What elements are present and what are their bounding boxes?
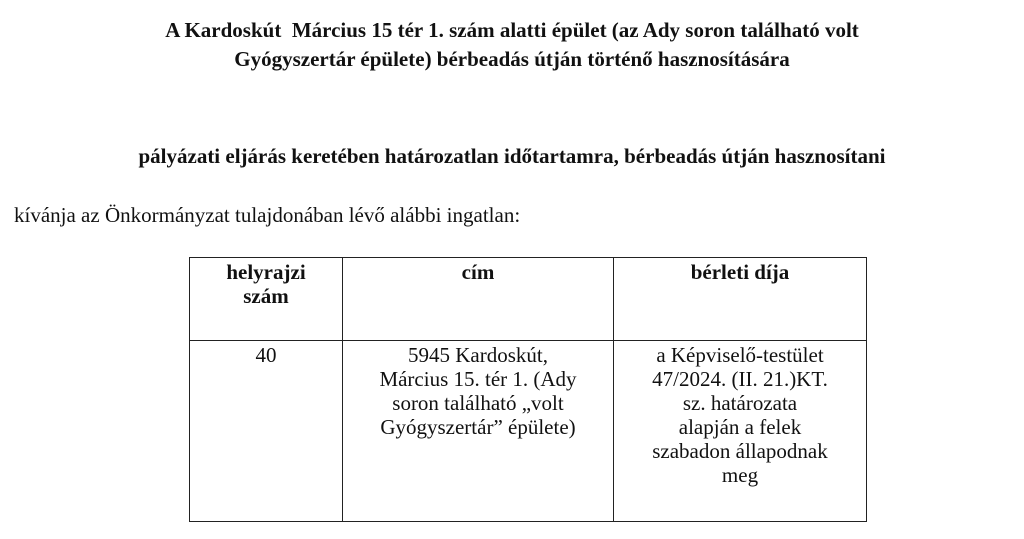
header-cim-label: cím [461, 260, 495, 284]
dij-line-6: meg [721, 463, 759, 487]
hrsz-value: 40 [255, 343, 277, 367]
property-table [189, 257, 867, 522]
header-berleti-dija [614, 258, 867, 341]
dij-line-5: szabadon állapodnak [652, 439, 828, 463]
intro-text: kívánja az Önkormányzat tulajdonában lévő alábbi ingatlan: [14, 203, 521, 227]
header-helyrajzi-line-1: helyrajzi [226, 260, 306, 284]
header-helyrajzi-szam [190, 258, 343, 341]
dij-line-3: sz. határozata [682, 391, 798, 415]
cell-cim [343, 341, 614, 522]
header-helyrajzi-line-2: szám [243, 284, 289, 308]
cim-line-1: 5945 Kardoskút, [408, 343, 548, 367]
dij-line-4: alapján a felek [678, 415, 802, 439]
cim-line-3: soron található „volt [392, 391, 564, 415]
header-cim [343, 258, 614, 341]
table-row [190, 341, 867, 522]
document-title-line-2: Gyógyszertár épülete) bérbeadás útján történő hasznosítására [234, 47, 790, 71]
table-header-row [190, 258, 867, 341]
cell-dij [614, 341, 867, 522]
cim-line-4: Gyógyszertár” épülete) [380, 415, 576, 439]
dij-line-2: 47/2024. (II. 21.)KT. [652, 367, 828, 391]
procedure-heading: pályázati eljárás keretében határozatlan időtartamra, bérbeadás útján hasznosítani [138, 144, 886, 168]
cell-hrsz [190, 341, 343, 522]
cim-line-2: Március 15. tér 1. (Ady [379, 367, 577, 391]
dij-line-1: a Képviselő-testület [656, 343, 824, 367]
document-title-line-1: A Kardoskút Március 15 tér 1. szám alatti épület (az Ady soron található volt [165, 18, 859, 42]
header-berleti-dija-label: bérleti díja [690, 260, 790, 284]
